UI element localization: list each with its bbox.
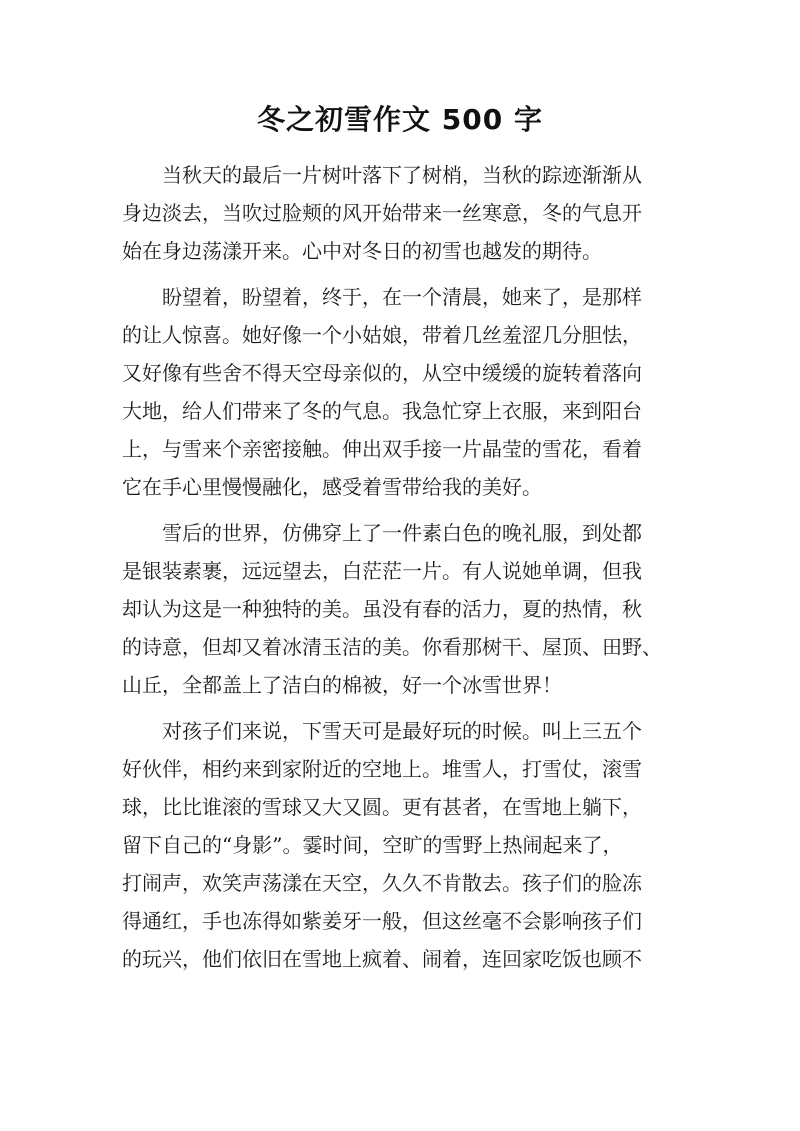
document-body: [122, 156, 682, 978]
paragraph-spacer: [122, 506, 682, 514]
paragraph-3: [122, 514, 682, 704]
text-line: 对孩子们来说，下雪天可是最好玩的时候。叫上三五个: [122, 719, 642, 743]
text-line: 好伙伴，相约来到家附近的空地上。堆雪人，打雪仗，滚雪: [122, 757, 642, 781]
paragraph-2: [122, 278, 682, 506]
text-line: 却认为这是一种独特的美。虽没有春的活力，夏的热情，秋: [122, 597, 642, 621]
paragraph-spacer: [122, 270, 682, 278]
text-line: 的玩兴，他们依旧在雪地上疯着、闹着，连回家吃饭也顾不: [122, 947, 642, 971]
text-line: 盼望着，盼望着，终于，在一个清晨，她来了，是那样: [122, 285, 642, 309]
text-line: 的让人惊喜。她好像一个小姑娘，带着几丝羞涩几分胆怯，: [122, 323, 642, 347]
text-line: 又好像有些舍不得天空母亲似的，从空中缓缓的旋转着落向: [122, 361, 642, 385]
document-title: 冬之初雪作文 500 字: [257, 103, 543, 136]
paragraph-4: [122, 712, 682, 978]
text-line: 的诗意，但却又着冰清玉洁的美。你看那树干、屋顶、田野、: [122, 635, 662, 659]
text-line: 是银装素裹，远远望去，白茫茫一片。有人说她单调，但我: [122, 559, 642, 583]
text-line: 当秋天的最后一片树叶落下了树梢，当秋的踪迹渐渐从: [122, 163, 642, 187]
text-line: 打闹声，欢笑声荡漾在天空，久久不肯散去。孩子们的脸冻: [122, 871, 642, 895]
text-line: 它在手心里慢慢融化，感受着雪带给我的美好。: [122, 475, 542, 499]
text-line: 雪后的世界，仿佛穿上了一件素白色的晚礼服，到处都: [122, 521, 642, 545]
text-line: 上，与雪来个亲密接触。伸出双手接一片晶莹的雪花，看着: [122, 437, 642, 461]
text-line: 山丘，全都盖上了洁白的棉被，好一个冰雪世界！: [122, 673, 562, 697]
text-line: 身边淡去，当吹过脸颊的风开始带来一丝寒意，冬的气息开: [122, 201, 642, 225]
text-line: 球，比比谁滚的雪球又大又圆。更有甚者，在雪地上躺下，: [122, 795, 642, 819]
paragraph-1: [122, 156, 682, 270]
text-line: 大地，给人们带来了冬的气息。我急忙穿上衣服，来到阳台: [122, 399, 642, 423]
text-line: 留下自己的“身影”。霎时间，空旷的雪野上热闹起来了，: [122, 833, 623, 857]
text-line: 得通红，手也冻得如紫姜牙一般，但这丝毫不会影响孩子们: [122, 909, 642, 933]
paragraph-spacer: [122, 704, 682, 712]
text-line: 始在身边荡漾开来。心中对冬日的初雪也越发的期待。: [122, 239, 602, 263]
